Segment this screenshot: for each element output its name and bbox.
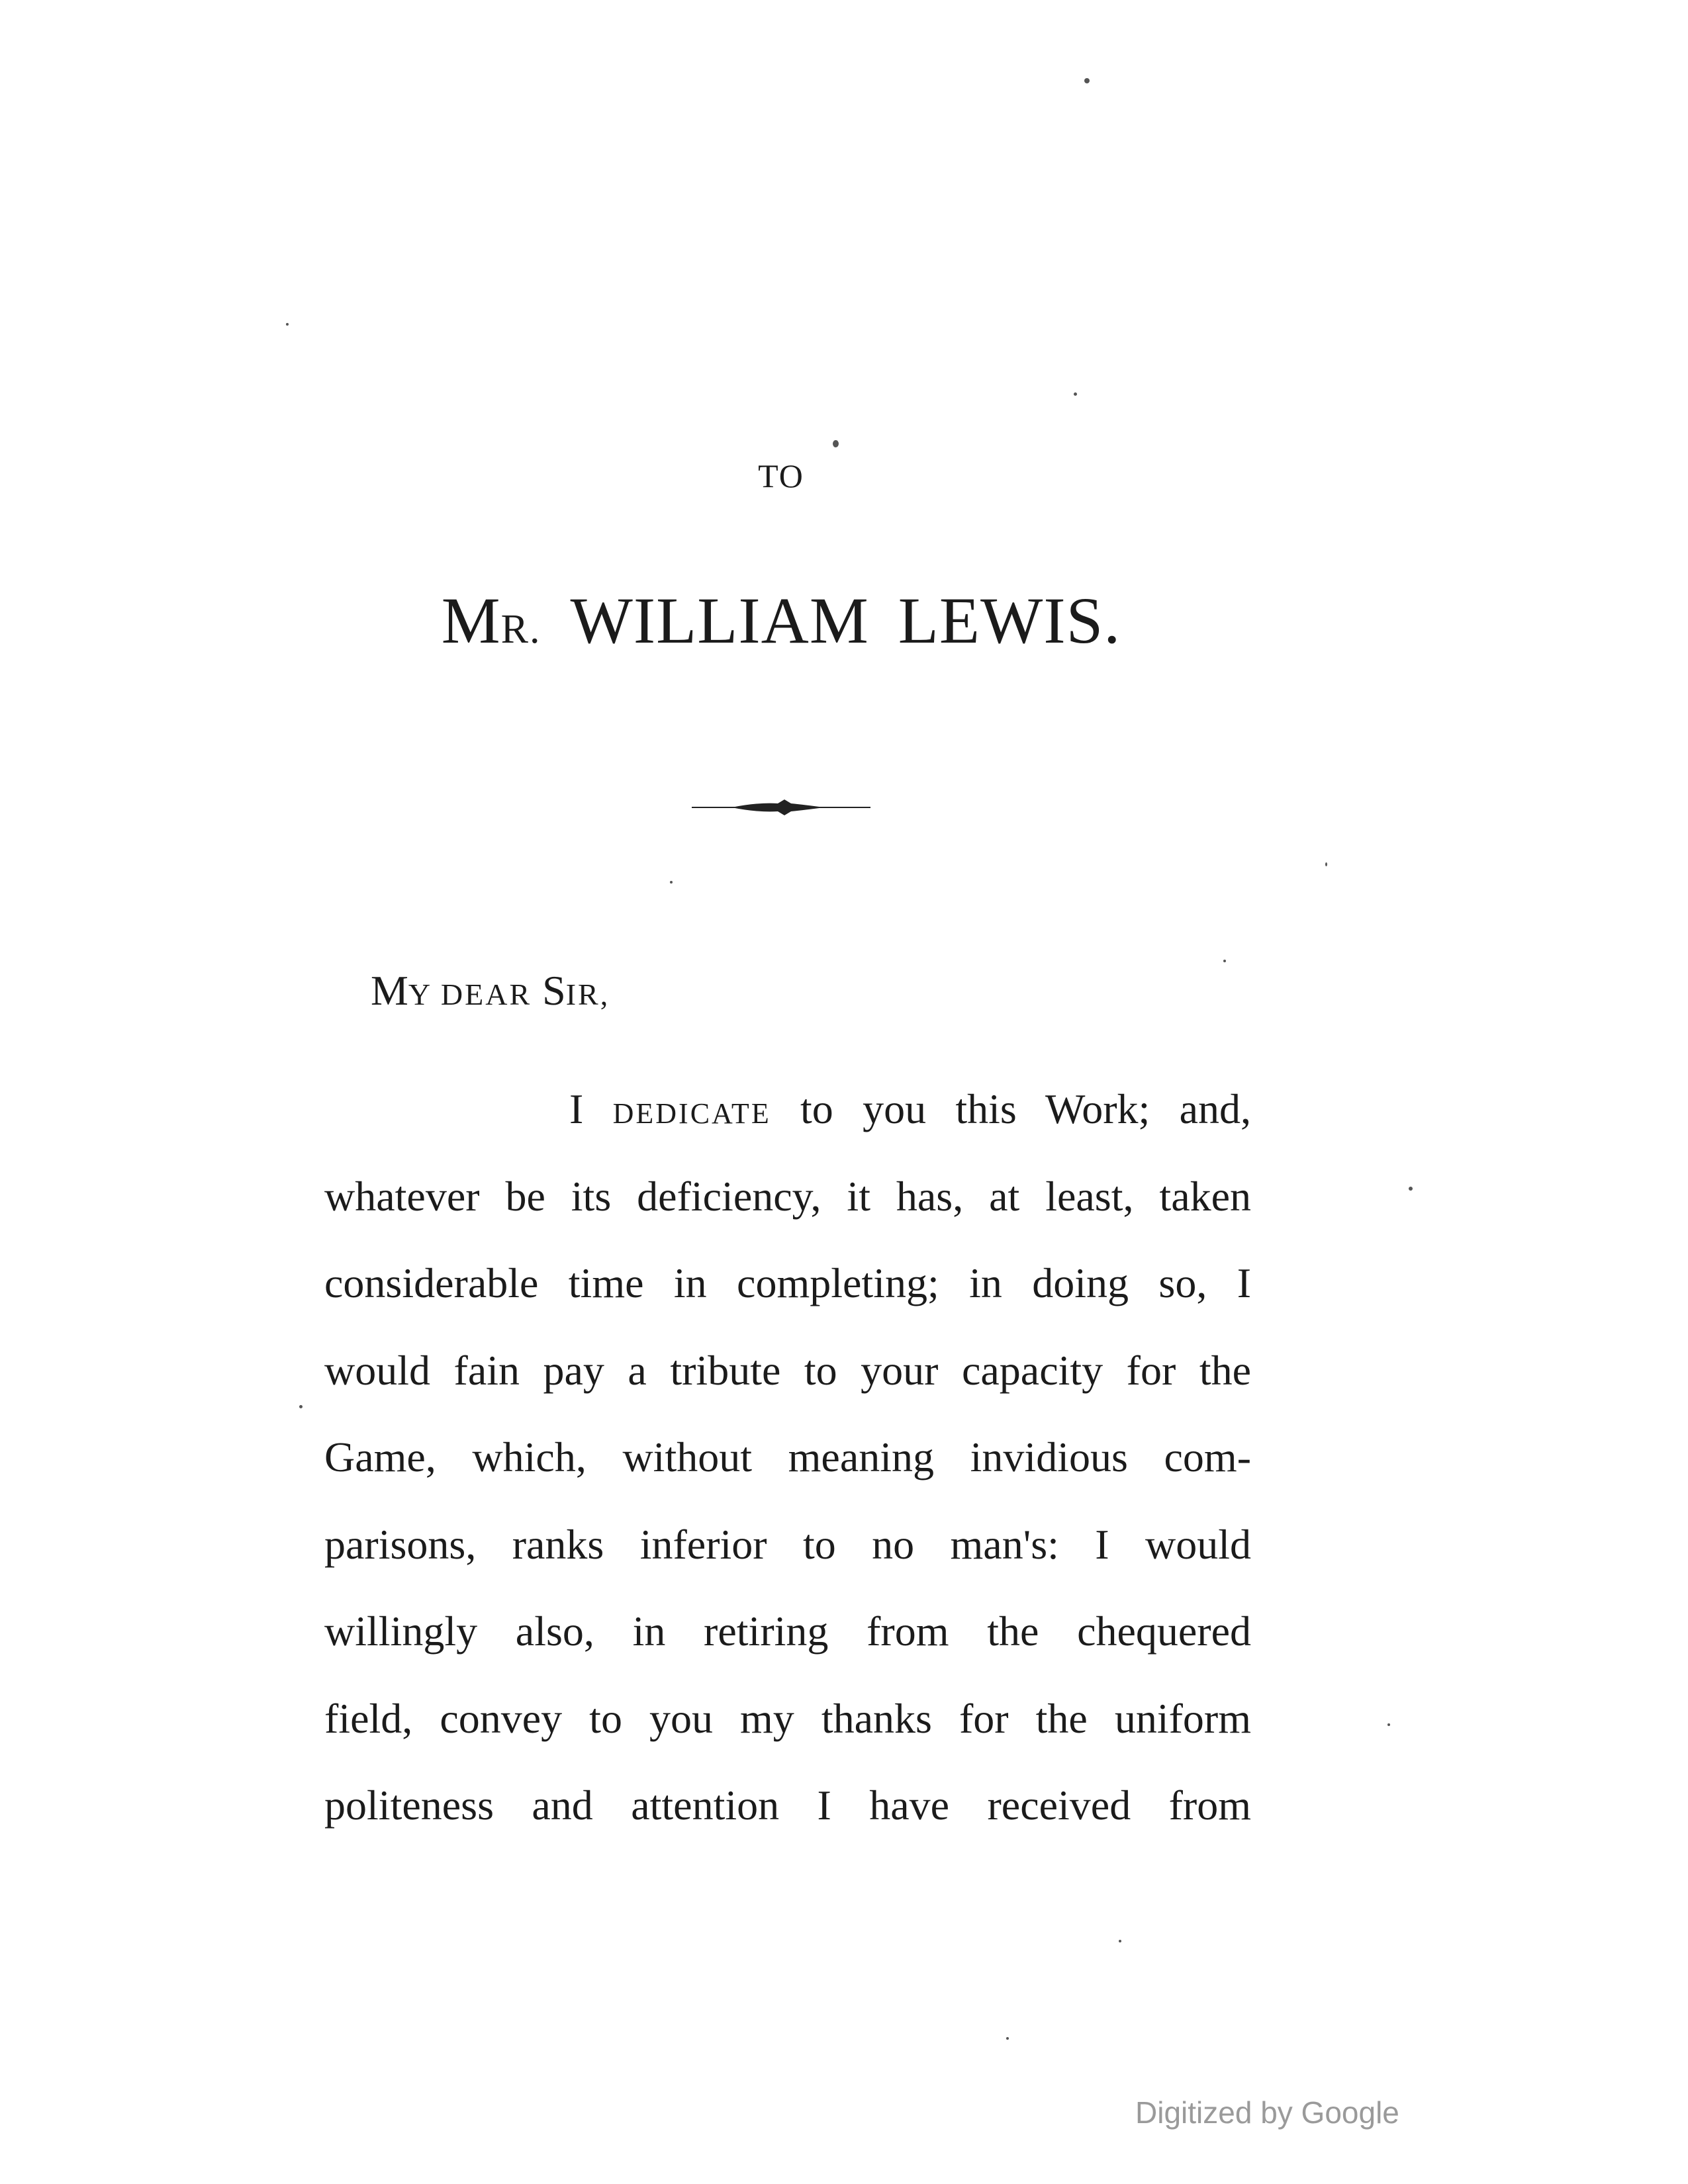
scan-speck bbox=[1119, 1940, 1121, 1942]
text-line: Game, which, without meaning invidious com- bbox=[324, 1433, 1251, 1480]
text-line-content: to you this Work; and, bbox=[800, 1085, 1252, 1132]
scan-speck bbox=[833, 440, 839, 447]
text-line: politeness and attention I have received from bbox=[324, 1782, 1251, 1829]
scan-speck bbox=[1325, 862, 1327, 866]
opening-smallcaps: DEDICATE bbox=[612, 1097, 771, 1130]
scan-speck bbox=[299, 1405, 303, 1408]
text-line: considerable time in completing; in doing so, I bbox=[324, 1259, 1251, 1306]
salutation-cap-1: M bbox=[371, 967, 408, 1014]
title-prefix-rest: R. bbox=[500, 607, 541, 652]
text-line: whatever be its deficiency, it has, at least, taken bbox=[324, 1172, 1251, 1220]
scan-speck bbox=[1223, 960, 1226, 962]
dedication-title bbox=[0, 582, 1562, 659]
scan-speck bbox=[1006, 2037, 1009, 2040]
salutation-smallcaps-1: Y DEAR bbox=[408, 978, 532, 1011]
salutation-cap-2: S bbox=[542, 967, 566, 1014]
scan-speck bbox=[286, 323, 289, 326]
text-line: willingly also, in retiring from the chequered bbox=[324, 1608, 1251, 1655]
ornament-rule bbox=[692, 794, 870, 821]
title-name: WILLIAM bbox=[570, 584, 869, 657]
dedication-to: TO bbox=[758, 457, 804, 494]
letter-body bbox=[324, 1066, 1251, 1849]
digitized-watermark: Digitized by Google bbox=[1135, 2095, 1399, 2130]
scan-speck bbox=[1387, 1723, 1390, 1726]
text-line: field, convey to you my thanks for the uniform bbox=[324, 1694, 1251, 1742]
title-prefix-cap: M bbox=[441, 584, 501, 657]
title-surname: LEWIS. bbox=[898, 584, 1121, 657]
scan-speck bbox=[1409, 1187, 1413, 1191]
scan-speck bbox=[1074, 392, 1077, 396]
text-line bbox=[324, 1066, 1251, 1153]
scan-speck bbox=[1084, 78, 1090, 83]
text-line: parisons, ranks inferior to no man's: I would bbox=[324, 1520, 1251, 1568]
salutation-smallcaps-2: IR, bbox=[565, 978, 610, 1011]
scan-speck bbox=[670, 881, 673, 884]
opening-cap: I bbox=[569, 1085, 584, 1132]
text-line: would fain pay a tribute to your capacity for the bbox=[324, 1346, 1251, 1394]
letter-salutation bbox=[371, 966, 610, 1015]
